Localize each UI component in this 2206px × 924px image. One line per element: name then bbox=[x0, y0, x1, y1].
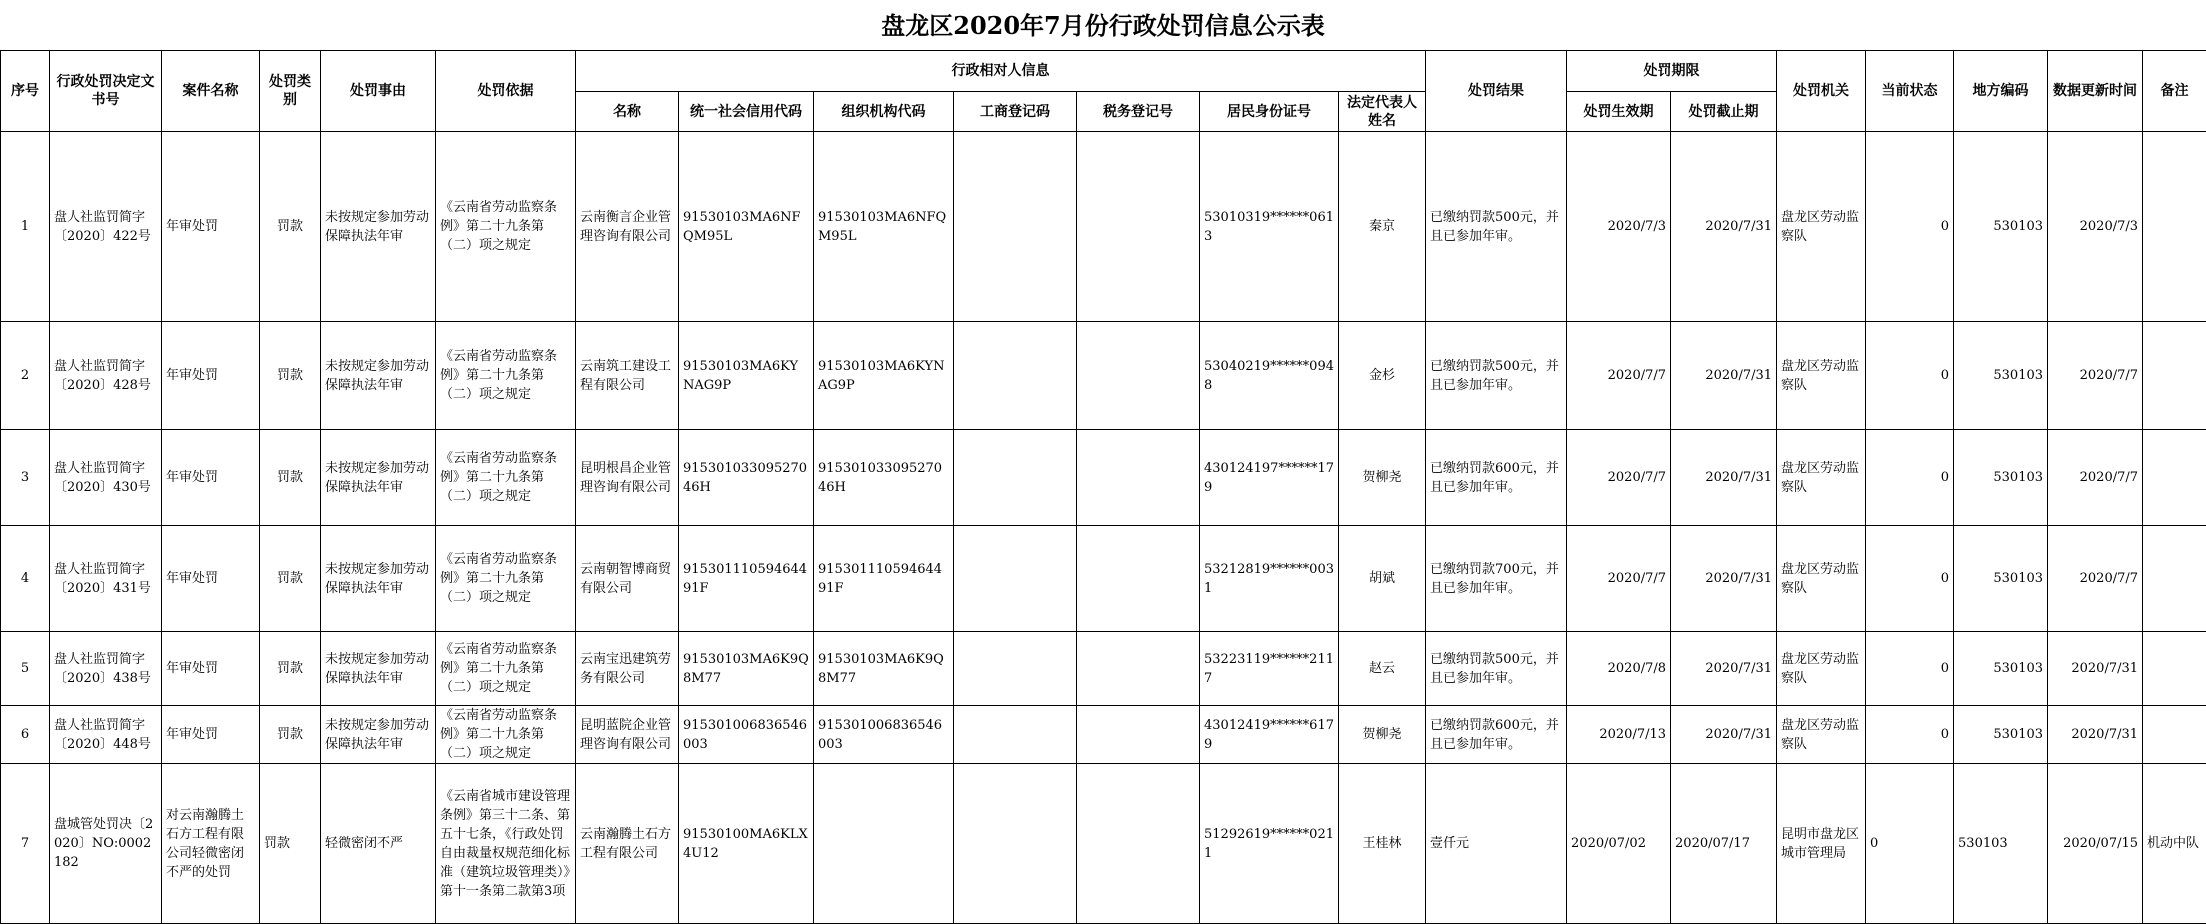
cell-party-name: 昆明根昌企业管理咨询有限公司 bbox=[576, 430, 679, 526]
page-title: 盘龙区2020年7月份行政处罚信息公示表 bbox=[0, 0, 2206, 50]
cell-result: 已缴纳罚款500元，并且已参加年审。 bbox=[1426, 322, 1567, 430]
cell-region: 530103 bbox=[1954, 706, 2048, 764]
cell-reason: 轻微密闭不严 bbox=[321, 764, 436, 924]
cell-end: 2020/7/31 bbox=[1671, 632, 1777, 706]
cell-remark bbox=[2143, 526, 2206, 632]
cell-remark bbox=[2143, 632, 2206, 706]
cell-updated: 2020/07/15 bbox=[2048, 764, 2143, 924]
cell-basis: 《云南省劳动监察条例》第二十九条第（二）项之规定 bbox=[436, 430, 576, 526]
cell-penalty-type: 罚款 bbox=[260, 526, 321, 632]
table-row bbox=[1, 430, 2206, 526]
cell-status: 0 bbox=[1866, 764, 1954, 924]
col-group-period: 处罚期限 bbox=[1567, 51, 1777, 92]
col-legal-rep: 法定代表人姓名 bbox=[1339, 92, 1426, 132]
cell-legal-rep: 金杉 bbox=[1339, 322, 1426, 430]
cell-remark bbox=[2143, 706, 2206, 764]
header-row-1 bbox=[1, 51, 2206, 92]
cell-updated: 2020/7/31 bbox=[2048, 632, 2143, 706]
cell-updated: 2020/7/7 bbox=[2048, 430, 2143, 526]
cell-authority: 昆明市盘龙区城市管理局 bbox=[1777, 764, 1866, 924]
table-row bbox=[1, 526, 2206, 632]
cell-credit-code: 91530100MA6KLX4U12 bbox=[679, 764, 814, 924]
cell-org-code bbox=[814, 764, 954, 924]
cell-case-name: 年审处罚 bbox=[162, 322, 260, 430]
cell-id-no: 53223119******2117 bbox=[1200, 632, 1339, 706]
cell-tax-reg bbox=[1077, 132, 1200, 322]
cell-party-name: 昆明蓝院企业管理咨询有限公司 bbox=[576, 706, 679, 764]
cell-tax-reg bbox=[1077, 526, 1200, 632]
cell-legal-rep: 贺柳尧 bbox=[1339, 706, 1426, 764]
cell-seq: 1 bbox=[1, 132, 50, 322]
cell-status: 0 bbox=[1866, 322, 1954, 430]
cell-reason: 未按规定参加劳动保障执法年审 bbox=[321, 526, 436, 632]
cell-start: 2020/7/7 bbox=[1567, 526, 1671, 632]
cell-start: 2020/7/7 bbox=[1567, 322, 1671, 430]
cell-region: 530103 bbox=[1954, 132, 2048, 322]
cell-case-name: 对云南瀚腾土石方工程有限公司轻微密闭不严的处罚 bbox=[162, 764, 260, 924]
cell-penalty-type: 罚款 bbox=[260, 764, 321, 924]
cell-party-name: 云南瀚腾土石方工程有限公司 bbox=[576, 764, 679, 924]
col-group-party: 行政相对人信息 bbox=[576, 51, 1426, 92]
cell-credit-code: 91530103MA6K9Q8M77 bbox=[679, 632, 814, 706]
cell-status: 0 bbox=[1866, 430, 1954, 526]
cell-credit-code: 91530103MA6NFQM95L bbox=[679, 132, 814, 322]
cell-authority: 盘龙区劳动监察队 bbox=[1777, 632, 1866, 706]
cell-doc-no: 盘人社监罚简字〔2020〕430号 bbox=[50, 430, 162, 526]
cell-credit-code: 91530103309527046H bbox=[679, 430, 814, 526]
cell-reason: 未按规定参加劳动保障执法年审 bbox=[321, 706, 436, 764]
cell-tax-reg bbox=[1077, 322, 1200, 430]
cell-party-name: 云南朝智博商贸有限公司 bbox=[576, 526, 679, 632]
cell-biz-reg bbox=[954, 764, 1077, 924]
cell-credit-code: 915301006836546003 bbox=[679, 706, 814, 764]
cell-end: 2020/7/31 bbox=[1671, 322, 1777, 430]
col-party-name: 名称 bbox=[576, 92, 679, 132]
cell-reason: 未按规定参加劳动保障执法年审 bbox=[321, 132, 436, 322]
cell-org-code: 915301006836546003 bbox=[814, 706, 954, 764]
cell-biz-reg bbox=[954, 526, 1077, 632]
cell-legal-rep: 赵云 bbox=[1339, 632, 1426, 706]
col-seq: 序号 bbox=[1, 51, 50, 132]
cell-org-code: 91530103MA6NFQM95L bbox=[814, 132, 954, 322]
cell-credit-code: 91530103MA6KYNAG9P bbox=[679, 322, 814, 430]
cell-penalty-type: 罚款 bbox=[260, 706, 321, 764]
col-authority: 处罚机关 bbox=[1777, 51, 1866, 132]
cell-reason: 未按规定参加劳动保障执法年审 bbox=[321, 322, 436, 430]
cell-basis: 《云南省劳动监察条例》第二十九条第（二）项之规定 bbox=[436, 706, 576, 764]
cell-tax-reg bbox=[1077, 430, 1200, 526]
cell-biz-reg bbox=[954, 132, 1077, 322]
cell-end: 2020/7/31 bbox=[1671, 706, 1777, 764]
table-row bbox=[1, 706, 2206, 764]
cell-doc-no: 盘人社监罚简字〔2020〕438号 bbox=[50, 632, 162, 706]
cell-remark bbox=[2143, 322, 2206, 430]
col-case-name: 案件名称 bbox=[162, 51, 260, 132]
cell-case-name: 年审处罚 bbox=[162, 430, 260, 526]
cell-basis: 《云南省劳动监察条例》第二十九条第（二）项之规定 bbox=[436, 322, 576, 430]
cell-seq: 3 bbox=[1, 430, 50, 526]
cell-seq: 7 bbox=[1, 764, 50, 924]
col-credit-code: 统一社会信用代码 bbox=[679, 92, 814, 132]
cell-status: 0 bbox=[1866, 526, 1954, 632]
cell-updated: 2020/7/31 bbox=[2048, 706, 2143, 764]
cell-seq: 2 bbox=[1, 322, 50, 430]
cell-penalty-type: 罚款 bbox=[260, 632, 321, 706]
cell-penalty-type: 罚款 bbox=[260, 430, 321, 526]
cell-doc-no: 盘人社监罚简字〔2020〕428号 bbox=[50, 322, 162, 430]
cell-biz-reg bbox=[954, 430, 1077, 526]
cell-id-no: 51292619******0211 bbox=[1200, 764, 1339, 924]
col-region: 地方编码 bbox=[1954, 51, 2048, 132]
cell-authority: 盘龙区劳动监察队 bbox=[1777, 526, 1866, 632]
col-penalty-type: 处罚类别 bbox=[260, 51, 321, 132]
cell-id-no: 53212819******0031 bbox=[1200, 526, 1339, 632]
cell-reason: 未按规定参加劳动保障执法年审 bbox=[321, 430, 436, 526]
col-status: 当前状态 bbox=[1866, 51, 1954, 132]
cell-region: 530103 bbox=[1954, 322, 2048, 430]
table-row bbox=[1, 322, 2206, 430]
cell-org-code: 91530103MA6K9Q8M77 bbox=[814, 632, 954, 706]
cell-end: 2020/07/17 bbox=[1671, 764, 1777, 924]
cell-biz-reg bbox=[954, 632, 1077, 706]
cell-legal-rep: 贺柳尧 bbox=[1339, 430, 1426, 526]
cell-updated: 2020/7/3 bbox=[2048, 132, 2143, 322]
cell-region: 530103 bbox=[1954, 632, 2048, 706]
cell-start: 2020/7/13 bbox=[1567, 706, 1671, 764]
col-tax-reg: 税务登记号 bbox=[1077, 92, 1200, 132]
cell-basis: 《云南省劳动监察条例》第二十九条第（二）项之规定 bbox=[436, 526, 576, 632]
cell-result: 已缴纳罚款700元，并且已参加年审。 bbox=[1426, 526, 1567, 632]
cell-start: 2020/07/02 bbox=[1567, 764, 1671, 924]
cell-seq: 4 bbox=[1, 526, 50, 632]
cell-seq: 5 bbox=[1, 632, 50, 706]
cell-basis: 《云南省劳动监察条例》第二十九条第（二）项之规定 bbox=[436, 132, 576, 322]
cell-doc-no: 盘人社监罚简字〔2020〕448号 bbox=[50, 706, 162, 764]
cell-case-name: 年审处罚 bbox=[162, 706, 260, 764]
col-start: 处罚生效期 bbox=[1567, 92, 1671, 132]
cell-id-no: 53040219******0948 bbox=[1200, 322, 1339, 430]
cell-tax-reg bbox=[1077, 706, 1200, 764]
cell-biz-reg bbox=[954, 322, 1077, 430]
cell-start: 2020/7/3 bbox=[1567, 132, 1671, 322]
cell-result: 壹仟元 bbox=[1426, 764, 1567, 924]
cell-reason: 未按规定参加劳动保障执法年审 bbox=[321, 632, 436, 706]
col-basis: 处罚依据 bbox=[436, 51, 576, 132]
cell-case-name: 年审处罚 bbox=[162, 632, 260, 706]
table-row bbox=[1, 132, 2206, 322]
cell-doc-no: 盘城管处罚决〔2020〕NO:0002182 bbox=[50, 764, 162, 924]
cell-credit-code: 915301110594644​91F bbox=[679, 526, 814, 632]
cell-id-no: 53010319******0613 bbox=[1200, 132, 1339, 322]
col-doc-no: 行政处罚决定文书号 bbox=[50, 51, 162, 132]
cell-end: 2020/7/31 bbox=[1671, 430, 1777, 526]
cell-org-code: 91530103309527046H bbox=[814, 430, 954, 526]
cell-authority: 盘龙区劳动监察队 bbox=[1777, 132, 1866, 322]
cell-case-name: 年审处罚 bbox=[162, 526, 260, 632]
col-remark: 备注 bbox=[2143, 51, 2206, 132]
col-biz-reg: 工商登记码 bbox=[954, 92, 1077, 132]
col-updated: 数据更新时间 bbox=[2048, 51, 2143, 132]
cell-biz-reg bbox=[954, 706, 1077, 764]
col-reason: 处罚事由 bbox=[321, 51, 436, 132]
penalty-table bbox=[0, 50, 2206, 924]
cell-remark bbox=[2143, 132, 2206, 322]
cell-penalty-type: 罚款 bbox=[260, 132, 321, 322]
cell-result: 已缴纳罚款600元，并且已参加年审。 bbox=[1426, 706, 1567, 764]
table-row bbox=[1, 764, 2206, 924]
cell-basis: 《云南省劳动监察条例》第二十九条第（二）项之规定 bbox=[436, 632, 576, 706]
cell-status: 0 bbox=[1866, 706, 1954, 764]
cell-party-name: 云南筑工建设工程有限公司 bbox=[576, 322, 679, 430]
cell-result: 已缴纳罚款600元，并且已参加年审。 bbox=[1426, 430, 1567, 526]
cell-org-code: 915301110594644​91F bbox=[814, 526, 954, 632]
cell-party-name: 云南宝迅建筑劳务有限公司 bbox=[576, 632, 679, 706]
cell-legal-rep: 秦京 bbox=[1339, 132, 1426, 322]
cell-remark: 机动中队 bbox=[2143, 764, 2206, 924]
cell-id-no: 430124197******179 bbox=[1200, 430, 1339, 526]
cell-id-no: 43012419******6179 bbox=[1200, 706, 1339, 764]
cell-case-name: 年审处罚 bbox=[162, 132, 260, 322]
cell-seq: 6 bbox=[1, 706, 50, 764]
table-row bbox=[1, 632, 2206, 706]
cell-legal-rep: 王桂林 bbox=[1339, 764, 1426, 924]
cell-penalty-type: 罚款 bbox=[260, 322, 321, 430]
col-result: 处罚结果 bbox=[1426, 51, 1567, 132]
cell-region: 530103 bbox=[1954, 430, 2048, 526]
cell-result: 已缴纳罚款500元，并且已参加年审。 bbox=[1426, 632, 1567, 706]
cell-end: 2020/7/31 bbox=[1671, 132, 1777, 322]
cell-legal-rep: 胡斌 bbox=[1339, 526, 1426, 632]
cell-status: 0 bbox=[1866, 632, 1954, 706]
cell-region: 530103 bbox=[1954, 526, 2048, 632]
cell-region: 530103 bbox=[1954, 764, 2048, 924]
cell-party-name: 云南衡言企业管理咨询有限公司 bbox=[576, 132, 679, 322]
cell-result: 已缴纳罚款500元，并且已参加年审。 bbox=[1426, 132, 1567, 322]
cell-org-code: 91530103MA6KYNAG9P bbox=[814, 322, 954, 430]
cell-doc-no: 盘人社监罚简字〔2020〕431号 bbox=[50, 526, 162, 632]
cell-tax-reg bbox=[1077, 764, 1200, 924]
cell-authority: 盘龙区劳动监察队 bbox=[1777, 322, 1866, 430]
cell-doc-no: 盘人社监罚简字〔2020〕422号 bbox=[50, 132, 162, 322]
cell-authority: 盘龙区劳动监察队 bbox=[1777, 430, 1866, 526]
cell-basis: 《云南省城市建设管理条例》第三十二条、第五十七条，《行政处罚自由裁量权规范细化标准（建筑垃圾管理类）》第十一条第二款第3项 bbox=[436, 764, 576, 924]
col-end: 处罚截止期 bbox=[1671, 92, 1777, 132]
cell-tax-reg bbox=[1077, 632, 1200, 706]
cell-start: 2020/7/8 bbox=[1567, 632, 1671, 706]
cell-authority: 盘龙区劳动监察队 bbox=[1777, 706, 1866, 764]
cell-updated: 2020/7/7 bbox=[2048, 322, 2143, 430]
col-id-no: 居民身份证号 bbox=[1200, 92, 1339, 132]
cell-status: 0 bbox=[1866, 132, 1954, 322]
cell-end: 2020/7/31 bbox=[1671, 526, 1777, 632]
cell-remark bbox=[2143, 430, 2206, 526]
col-org-code: 组织机构代码 bbox=[814, 92, 954, 132]
cell-start: 2020/7/7 bbox=[1567, 430, 1671, 526]
cell-updated: 2020/7/7 bbox=[2048, 526, 2143, 632]
